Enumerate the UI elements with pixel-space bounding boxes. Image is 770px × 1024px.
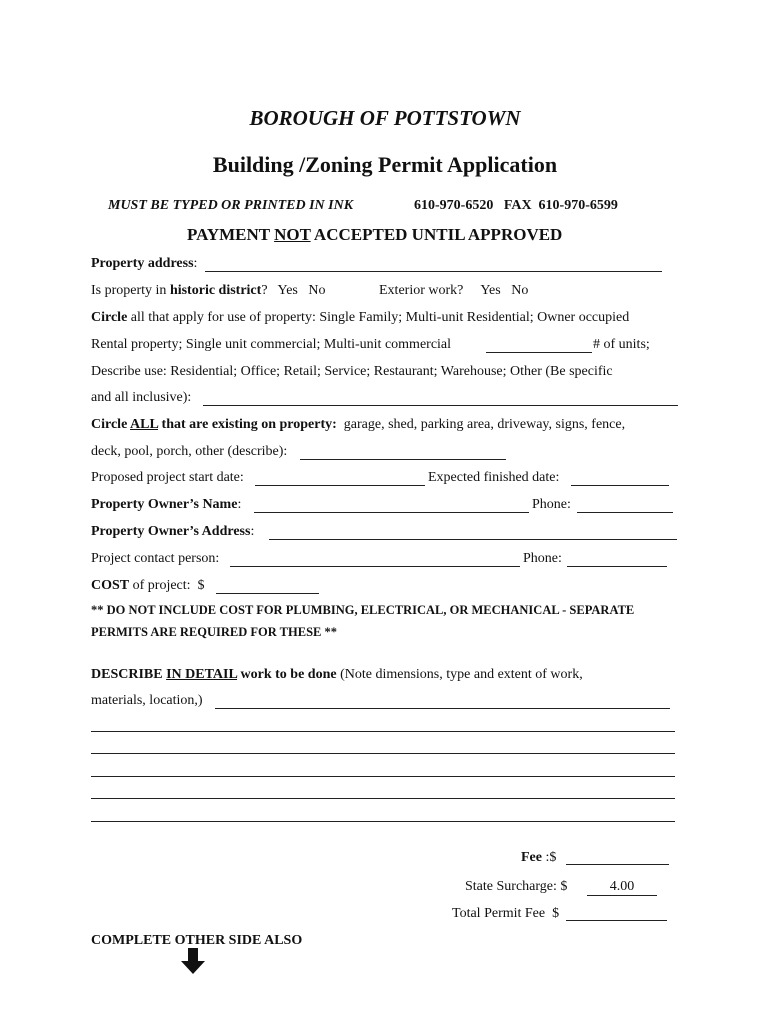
contact-phone-field[interactable] bbox=[567, 566, 667, 567]
other-describe-field[interactable] bbox=[300, 459, 506, 460]
typed-note: MUST BE TYPED OR PRINTED IN INK bbox=[108, 198, 354, 213]
materials-location-label: materials, location,) bbox=[91, 693, 203, 708]
contact-person-label: Project contact person: bbox=[91, 551, 220, 566]
work-description-line[interactable] bbox=[91, 798, 675, 799]
payment-notice bbox=[187, 225, 562, 245]
organization-name: BOROUGH OF POTTSTOWN bbox=[249, 106, 521, 130]
work-description-field[interactable] bbox=[215, 708, 670, 709]
exterior-work-question: Exterior work? Yes No bbox=[379, 283, 529, 298]
state-surcharge-label: State Surcharge: $ bbox=[465, 879, 568, 894]
cost-field[interactable] bbox=[216, 593, 319, 594]
fee-label: Fee :$ bbox=[521, 850, 557, 865]
payment-not: NOT bbox=[274, 225, 311, 244]
cost-label: COST of project: $ bbox=[91, 578, 205, 593]
fee-field[interactable] bbox=[566, 864, 669, 865]
describe-use-line: Describe use: Residential; Office; Retail; Service; Restaurant; Warehouse; Other (Be specific bbox=[91, 364, 613, 379]
historic-district-question: Is property in historic district? Yes No bbox=[91, 283, 326, 298]
use-of-property: Circle all that apply for use of property: Single Family; Multi-unit Residential; Owner occupied bbox=[91, 310, 630, 325]
owner-address-field[interactable] bbox=[269, 539, 677, 540]
payment-prefix: PAYMENT bbox=[187, 225, 275, 244]
units-label: # of units; bbox=[593, 337, 650, 352]
work-description-line[interactable] bbox=[91, 731, 675, 732]
page-title: Building /Zoning Permit Application bbox=[212, 152, 558, 177]
start-date-field[interactable] bbox=[255, 485, 425, 486]
work-description-line[interactable] bbox=[91, 753, 675, 754]
owner-address-label: Property Owner’s Address: bbox=[91, 524, 255, 539]
work-description-line[interactable] bbox=[91, 821, 675, 822]
owner-phone-field[interactable] bbox=[577, 512, 673, 513]
down-arrow-icon bbox=[181, 948, 205, 974]
cost-warning-line-1: ** DO NOT INCLUDE COST FOR PLUMBING, ELECTRICAL, OR MECHANICAL - SEPARATE bbox=[91, 603, 635, 617]
owner-name-label: Property Owner’s Name: bbox=[91, 497, 242, 512]
payment-suffix: ACCEPTED UNTIL APPROVED bbox=[310, 225, 563, 244]
property-address-field[interactable] bbox=[205, 271, 662, 272]
existing-on-property: Circle ALL that are existing on property: garage, shed, parking area, driveway, signs, fence, bbox=[91, 417, 626, 432]
finish-date-label: Expected finished date: bbox=[428, 470, 560, 485]
state-surcharge-value[interactable]: 4.00 bbox=[587, 879, 657, 896]
start-date-label: Proposed project start date: bbox=[91, 470, 244, 485]
total-permit-fee-label: Total Permit Fee $ bbox=[452, 906, 560, 921]
describe-work-label: DESCRIBE IN DETAIL work to be done (Note dimensions, type and extent of work, bbox=[91, 667, 583, 682]
property-address-label: Property address: bbox=[91, 256, 198, 271]
contact-person-field[interactable] bbox=[230, 566, 520, 567]
total-permit-fee-field[interactable] bbox=[566, 920, 667, 921]
finish-date-field[interactable] bbox=[571, 485, 669, 486]
work-description-line[interactable] bbox=[91, 776, 675, 777]
units-field[interactable] bbox=[486, 352, 592, 353]
owner-phone-label: Phone: bbox=[532, 497, 571, 512]
owner-name-field[interactable] bbox=[254, 512, 529, 513]
phone-fax: 610-970-6520 FAX 610-970-6599 bbox=[414, 198, 618, 213]
and-all-inclusive-label: and all inclusive): bbox=[91, 390, 192, 405]
deck-pool-label: deck, pool, porch, other (describe): bbox=[91, 444, 288, 459]
rental-property-line: Rental property; Single unit commercial; Multi-unit commercial bbox=[91, 337, 452, 352]
complete-other-side: COMPLETE OTHER SIDE ALSO bbox=[91, 933, 303, 948]
contact-phone-label: Phone: bbox=[523, 551, 562, 566]
cost-warning-line-2: PERMITS ARE REQUIRED FOR THESE ** bbox=[91, 625, 337, 639]
use-description-field[interactable] bbox=[203, 405, 678, 406]
